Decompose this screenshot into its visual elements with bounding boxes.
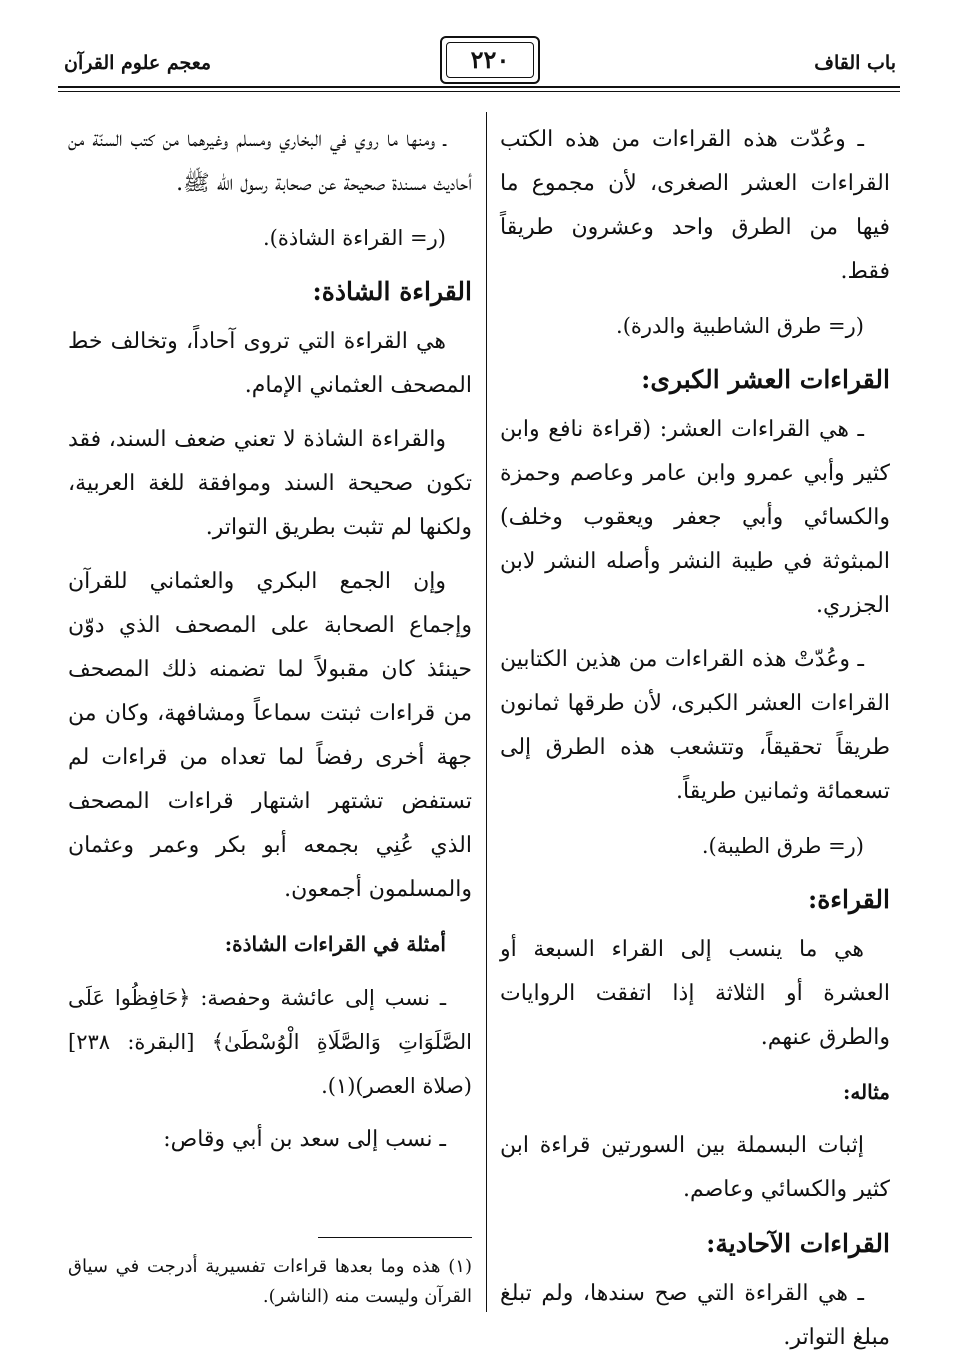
example-label: مثاله: — [842, 1080, 890, 1104]
examples-heading: أمثلة في القراءات الشاذة: — [224, 932, 446, 956]
entry-heading: القراءة الشاذة: — [312, 277, 472, 306]
paragraph: وإن الجمع البكري والعثماني للقرآن وإجماع الصحابة على المصحف الذي دوّن حينئذ كان مقبولاً لما تضمنه ذلك المصحف من قراءات ثبتت سماعاً ومشافهة، وكان من جهة أخرى رفضاً لما تعداه من قراءات لم تستفض تشتهر اشتهار قراءات المصحف الذي عُنِي بجمعه أبو بكر وعمر وعثمان والمسلمون أجمعون. — [68, 569, 472, 902]
paragraph: هي القراءة التي تروى آحاداً، وتخالف خط المصحف العثماني الإمام. — [68, 329, 472, 398]
entry-heading: القراءات الآحادية: — [706, 1229, 890, 1258]
paragraph: ـ ومنها ما روي في البخاري ومسلم وغيرهما من كتب السنّة من أحاديث مسندة صحيحة عن صحابة رسول الله ﷺ. — [68, 127, 472, 196]
paragraph: هي ما ينسب إلى القراء السبعة أو العشرة أو الثلاثة إذا اتفقت الروايات والطرق عنهم. — [500, 937, 890, 1050]
chapter-title: باب القاف — [814, 52, 896, 74]
paragraph: ـ هي القراءة التي صح سندها، ولم تبلغ مبلغ التواتر. — [500, 1281, 890, 1350]
entry-heading: القراءة: — [807, 885, 890, 914]
paragraph-verse: ـ نسب إلى عائشة وحفصة: ﴿حَافِظُوا عَلَى الصَّلَوَاتِ وَالصَّلَاةِ الْوُسْطَىٰ﴾ [البقرة: ٢٣٨] (صلاة العصر)(١). — [68, 986, 472, 1098]
left-column — [68, 118, 472, 1172]
cross-reference: (ر= طرق الطيبة). — [701, 834, 864, 858]
paragraph: إثبات البسملة بين السورتين قراءة ابن كثير والكسائي وعاصم. — [500, 1133, 890, 1202]
paragraph: ـ وعُدّتْ هذه القراءات من هذين الكتابين القراءات العشر الكبرى، لأن طرقها ثمانون طريقاً تحقيقاً، وتتشعب هذه الطرق إلى تسعمائة وثمانين طريقاً. — [500, 647, 890, 804]
right-column — [500, 118, 890, 1370]
footnote-rule — [318, 1237, 472, 1238]
entry-heading: القراءات العشر الكبرى: — [641, 365, 890, 394]
header-rule — [58, 86, 900, 88]
book-title: معجم علوم القرآن — [64, 52, 212, 74]
cross-reference: (ر= طرق الشاطبية والدرة). — [616, 314, 864, 338]
paragraph: ـ هي القراءات العشر: (قراءة نافع وابن كثير وأبي عمرو وابن عامر وعاصم وحمزة والكسائي وأبي جعفر ويعقوب وخلف) المبثوثة في طيبة النشر وأصله النشر لابن الجزري. — [500, 417, 890, 618]
page-number: ٢٢٠ — [470, 45, 510, 74]
paragraph: ـ وعُدّت هذه القراءات من هذه الكتب القراءات العشر الصغرى، لأن مجموع ما فيها من الطرق واحد وعشرون طريقاً فقط. — [500, 127, 890, 284]
paragraph: ـ نسب إلى سعد بن أبي وقاص: — [163, 1127, 446, 1152]
page-number-frame — [440, 36, 540, 84]
column-divider — [486, 112, 487, 1312]
footnote: (١) هذه وما بعدها قراءات تفسيرية أدرجت في سياق القرآن وليست منه (الناشر). — [68, 1256, 472, 1307]
cross-reference: (ر= القراءة الشاذة). — [262, 226, 446, 250]
paragraph: والقراءة الشاذة لا تعني ضعف السند، فقد تكون صحيحة السند وموافقة للغة العربية، ولكنها لم تثبت بطريق التواتر. — [68, 427, 472, 540]
header-rule-thin — [58, 91, 900, 92]
